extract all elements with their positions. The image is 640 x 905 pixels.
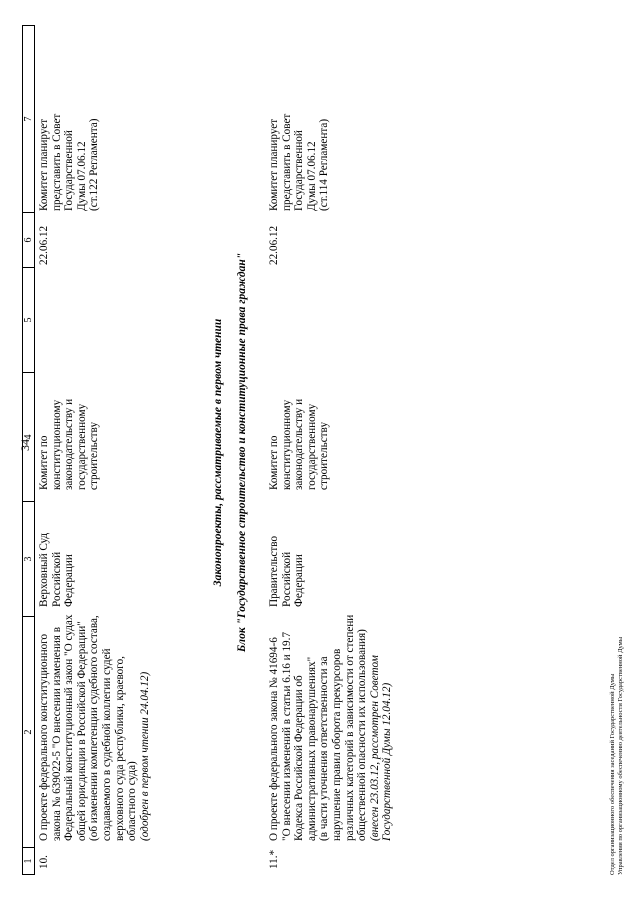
bill-title-line: областного суда) — [126, 761, 139, 841]
note-line: представить в Совет — [50, 113, 63, 211]
bill-title-line: Федеральный конституционный закон "О судах — [63, 614, 76, 841]
bill-title-line: О проекте федерального закона № 41694-6 — [268, 637, 280, 841]
column-header-1: 1 — [23, 848, 35, 875]
bill-status-line: (одобрен в первом чтении 24.04.12) — [138, 671, 151, 841]
bill-description — [38, 611, 151, 841]
row-number: 10. — [38, 855, 50, 869]
footer — [609, 637, 625, 875]
note-line: представить в Совет — [280, 113, 293, 211]
column-header-2: 2 — [23, 617, 35, 848]
bill-status-line: (внесен 23.03.12, рассмотрен Советом — [368, 655, 381, 841]
bill-title-line: общественной опасности их использования) — [356, 629, 369, 841]
committee-line: государственному — [75, 403, 88, 490]
initiator-line: Российской — [50, 551, 63, 607]
page-number: 34 — [18, 439, 32, 451]
committee-line: строительству — [318, 421, 331, 490]
bill-title-line: Кодекса Российской Федерации об — [293, 675, 306, 841]
column-header-3: 3 — [23, 502, 35, 617]
column-header-row — [22, 25, 35, 875]
note-line: Государственной — [293, 130, 306, 211]
bill-status-line: Государственной Думы 12.04.12) — [381, 682, 394, 841]
committee-line: законодательству и — [63, 398, 76, 490]
column-header-6: 6 — [23, 213, 35, 268]
note-line: Думы 07.06.12 — [305, 141, 318, 211]
initiator-line: Российской — [280, 551, 293, 607]
column-header-5: 5 — [23, 268, 35, 373]
bill-description — [268, 611, 394, 841]
row-number: 11.* — [268, 849, 280, 869]
committee-line: законодательству и — [293, 398, 306, 490]
bill-title-line: общей юрисдикции в Российской Федерации" — [75, 621, 88, 841]
committee-line: строительству — [88, 421, 101, 490]
section-heading: Законопроекты, рассматриваемые в первом чтении — [212, 318, 224, 587]
bill-title-line: О проекте федерального конституционного — [38, 633, 50, 841]
note-line: (ст.114 Регламента) — [318, 118, 331, 211]
committee-line: Комитет по — [38, 435, 50, 490]
review-date: 22.06.12 — [268, 225, 280, 265]
committee-line: государственному — [305, 403, 318, 490]
note-line: Думы 07.06.12 — [75, 141, 88, 211]
initiator — [38, 527, 76, 607]
initiator-line: Верховный Суд — [38, 532, 50, 607]
note-line: Государственной — [63, 130, 76, 211]
note — [38, 113, 101, 211]
footer-line: Управления по организационному обеспечению деятельности Государственной Думы — [617, 636, 624, 875]
bill-title-line: создаваемого в судебной коллегии судей — [100, 648, 113, 841]
bill-title-line: (в части уточнения ответственности за — [318, 656, 331, 841]
initiator — [268, 527, 306, 607]
note-line: (ст.122 Регламента) — [88, 118, 101, 211]
committee — [38, 386, 101, 490]
note — [268, 113, 331, 211]
block-heading: Блок "Государственное строительство и конституционные права граждан" — [236, 252, 248, 653]
review-date: 22.06.12 — [38, 225, 50, 265]
committee-line: конституционному — [50, 399, 63, 490]
note-line: Комитет планирует — [38, 118, 50, 211]
column-header-7: 7 — [23, 26, 35, 213]
initiator-line: Правительство — [268, 535, 280, 607]
bill-title-line: "О внесении изменений в статьи 6.16 и 19.7 — [280, 631, 293, 841]
note-line: Комитет планирует — [268, 118, 280, 211]
footer-line: Отдел организационного обеспечения заседаний Государственной Думы — [609, 673, 616, 875]
column-header-4: 4 — [23, 373, 35, 502]
bill-title-line: нарушение правил оборота прекурсоров — [330, 648, 343, 841]
committee-line: Комитет по — [268, 435, 280, 490]
bill-title-line: административных правонарушениях" — [305, 656, 318, 841]
initiator-line: Федерации — [63, 554, 76, 607]
committee-line: конституционному — [280, 399, 293, 490]
bill-title-line: закона № 639022-5 "О внесении изменения в — [50, 627, 63, 841]
committee — [268, 386, 331, 490]
initiator-line: Федерации — [293, 554, 306, 607]
bill-title-line: (об изменении компетенции судебного состава, — [88, 615, 101, 841]
bill-title-line: верховного суда республики, краевого, — [113, 656, 126, 841]
bill-title-line: различных категорий в зависимости от степени — [343, 614, 356, 841]
